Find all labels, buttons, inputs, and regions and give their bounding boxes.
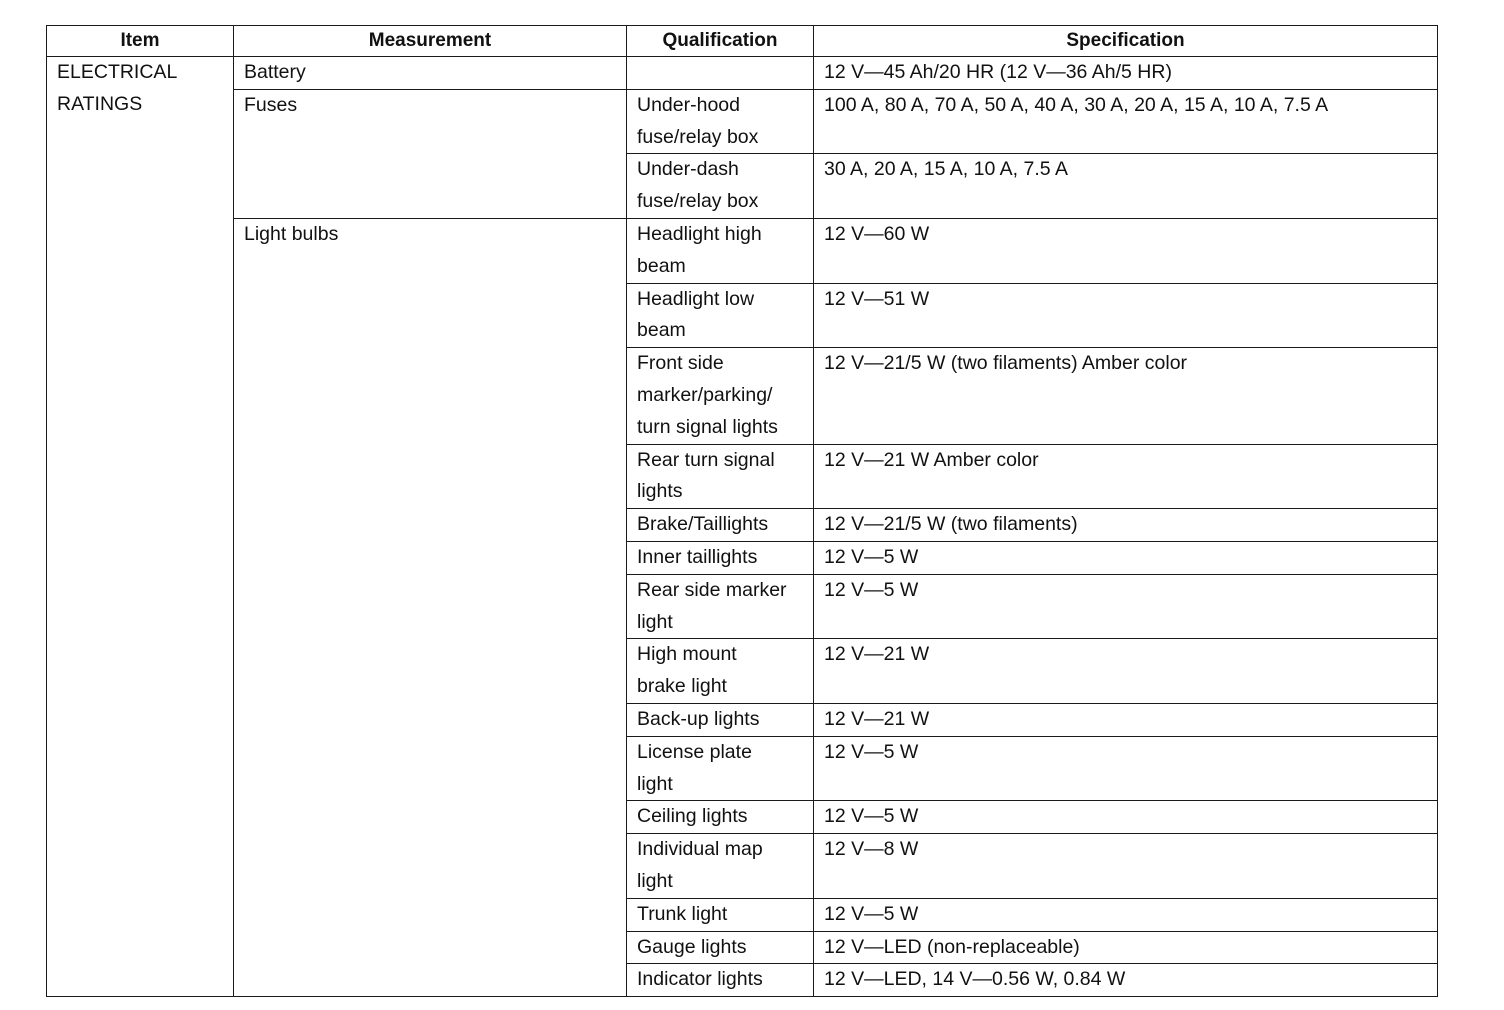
qualification-battery-empty [627, 57, 814, 90]
cell-line: fuse/relay box [637, 125, 759, 148]
cell-line: Trunk light [637, 902, 728, 925]
qualification-cell [627, 931, 814, 964]
cell-line: Gauge lights [637, 935, 747, 958]
specification-cell: 12 V—5 W [814, 574, 1438, 639]
cell-line: beam [637, 254, 686, 277]
header-measurement: Measurement [234, 26, 627, 57]
header-row [47, 26, 1438, 57]
qualification-cell [627, 218, 814, 283]
qualification-cell [627, 898, 814, 931]
cell-line: Inner taillights [637, 545, 758, 568]
cell-line: light [637, 772, 673, 795]
specification-cell: 12 V—5 W [814, 898, 1438, 931]
qualification-cell [627, 154, 814, 219]
specification-cell: 12 V—21 W Amber color [814, 444, 1438, 509]
specification-cell: 12 V—8 W [814, 834, 1438, 899]
cell-line: fuse/relay box [637, 190, 759, 213]
measurement-bulbs: Light bulbs [234, 218, 627, 996]
qualification-cell [627, 541, 814, 574]
cell-line: lights [637, 480, 683, 503]
qualification-cell [627, 444, 814, 509]
cell-line: Front side [637, 352, 724, 375]
item-line: ELECTRICAL [57, 61, 178, 83]
qualification-cell [627, 89, 814, 154]
cell-line: Rear side marker [637, 578, 787, 601]
specification-cell: 12 V—21/5 W (two filaments) [814, 509, 1438, 542]
specification-cell: 30 A, 20 A, 15 A, 10 A, 7.5 A [814, 154, 1438, 219]
cell-line: Brake/Taillights [637, 513, 769, 536]
cell-line: License plate [637, 740, 752, 763]
cell-line: Back-up lights [637, 707, 760, 730]
measurement-battery: Battery [234, 57, 627, 90]
specification-cell: 12 V—21 W [814, 703, 1438, 736]
specification-cell: 12 V—21/5 W (two filaments) Amber color [814, 348, 1438, 444]
cell-line: Ceiling lights [637, 805, 748, 828]
item-cell [47, 57, 234, 997]
specification-cell: 12 V—5 W [814, 736, 1438, 801]
qualification-cell [627, 639, 814, 704]
cell-line: Indicator lights [637, 968, 763, 991]
qualification-cell [627, 574, 814, 639]
table-row [47, 89, 1438, 154]
qualification-cell [627, 736, 814, 801]
header-specification: Specification [814, 26, 1438, 57]
specification-cell: 12 V—51 W [814, 283, 1438, 348]
cell-line: light [637, 610, 673, 633]
qualification-cell [627, 283, 814, 348]
specification-battery: 12 V—45 Ah/20 HR (12 V—36 Ah/5 HR) [814, 57, 1438, 90]
measurement-fuses: Fuses [234, 89, 627, 218]
specification-cell: 12 V—60 W [814, 218, 1438, 283]
cell-line: Rear turn signal [637, 448, 775, 471]
qualification-cell [627, 509, 814, 542]
qualification-cell [627, 964, 814, 997]
specification-cell: 12 V—LED (non-replaceable) [814, 931, 1438, 964]
specification-cell: 12 V—LED, 14 V—0.56 W, 0.84 W [814, 964, 1438, 997]
table-row-battery [47, 57, 1438, 90]
specification-cell: 12 V—21 W [814, 639, 1438, 704]
header-qualification: Qualification [627, 26, 814, 57]
cell-line: Under-dash [637, 158, 739, 181]
cell-line: marker/parking/ [637, 383, 773, 406]
cell-line: Headlight high [637, 222, 762, 245]
cell-line: Headlight low [637, 287, 755, 310]
cell-line: brake light [637, 675, 727, 698]
cell-line: beam [637, 319, 686, 342]
specification-cell: 100 A, 80 A, 70 A, 50 A, 40 A, 30 A, 20 A, 15 A, 10 A, 7.5 A [814, 89, 1438, 154]
table-row [47, 218, 1438, 283]
specification-cell: 12 V—5 W [814, 801, 1438, 834]
qualification-cell [627, 348, 814, 444]
cell-line: light [637, 869, 673, 892]
electrical-ratings-table [46, 25, 1438, 997]
qualification-cell [627, 703, 814, 736]
qualification-cell [627, 801, 814, 834]
cell-line: turn signal lights [637, 415, 778, 438]
header-item: Item [47, 26, 234, 57]
cell-line: Under-hood [637, 93, 740, 116]
cell-line: High mount [637, 643, 737, 666]
cell-line: Individual map [637, 838, 763, 861]
qualification-cell [627, 834, 814, 899]
specification-cell: 12 V—5 W [814, 541, 1438, 574]
item-line: RATINGS [57, 92, 143, 115]
